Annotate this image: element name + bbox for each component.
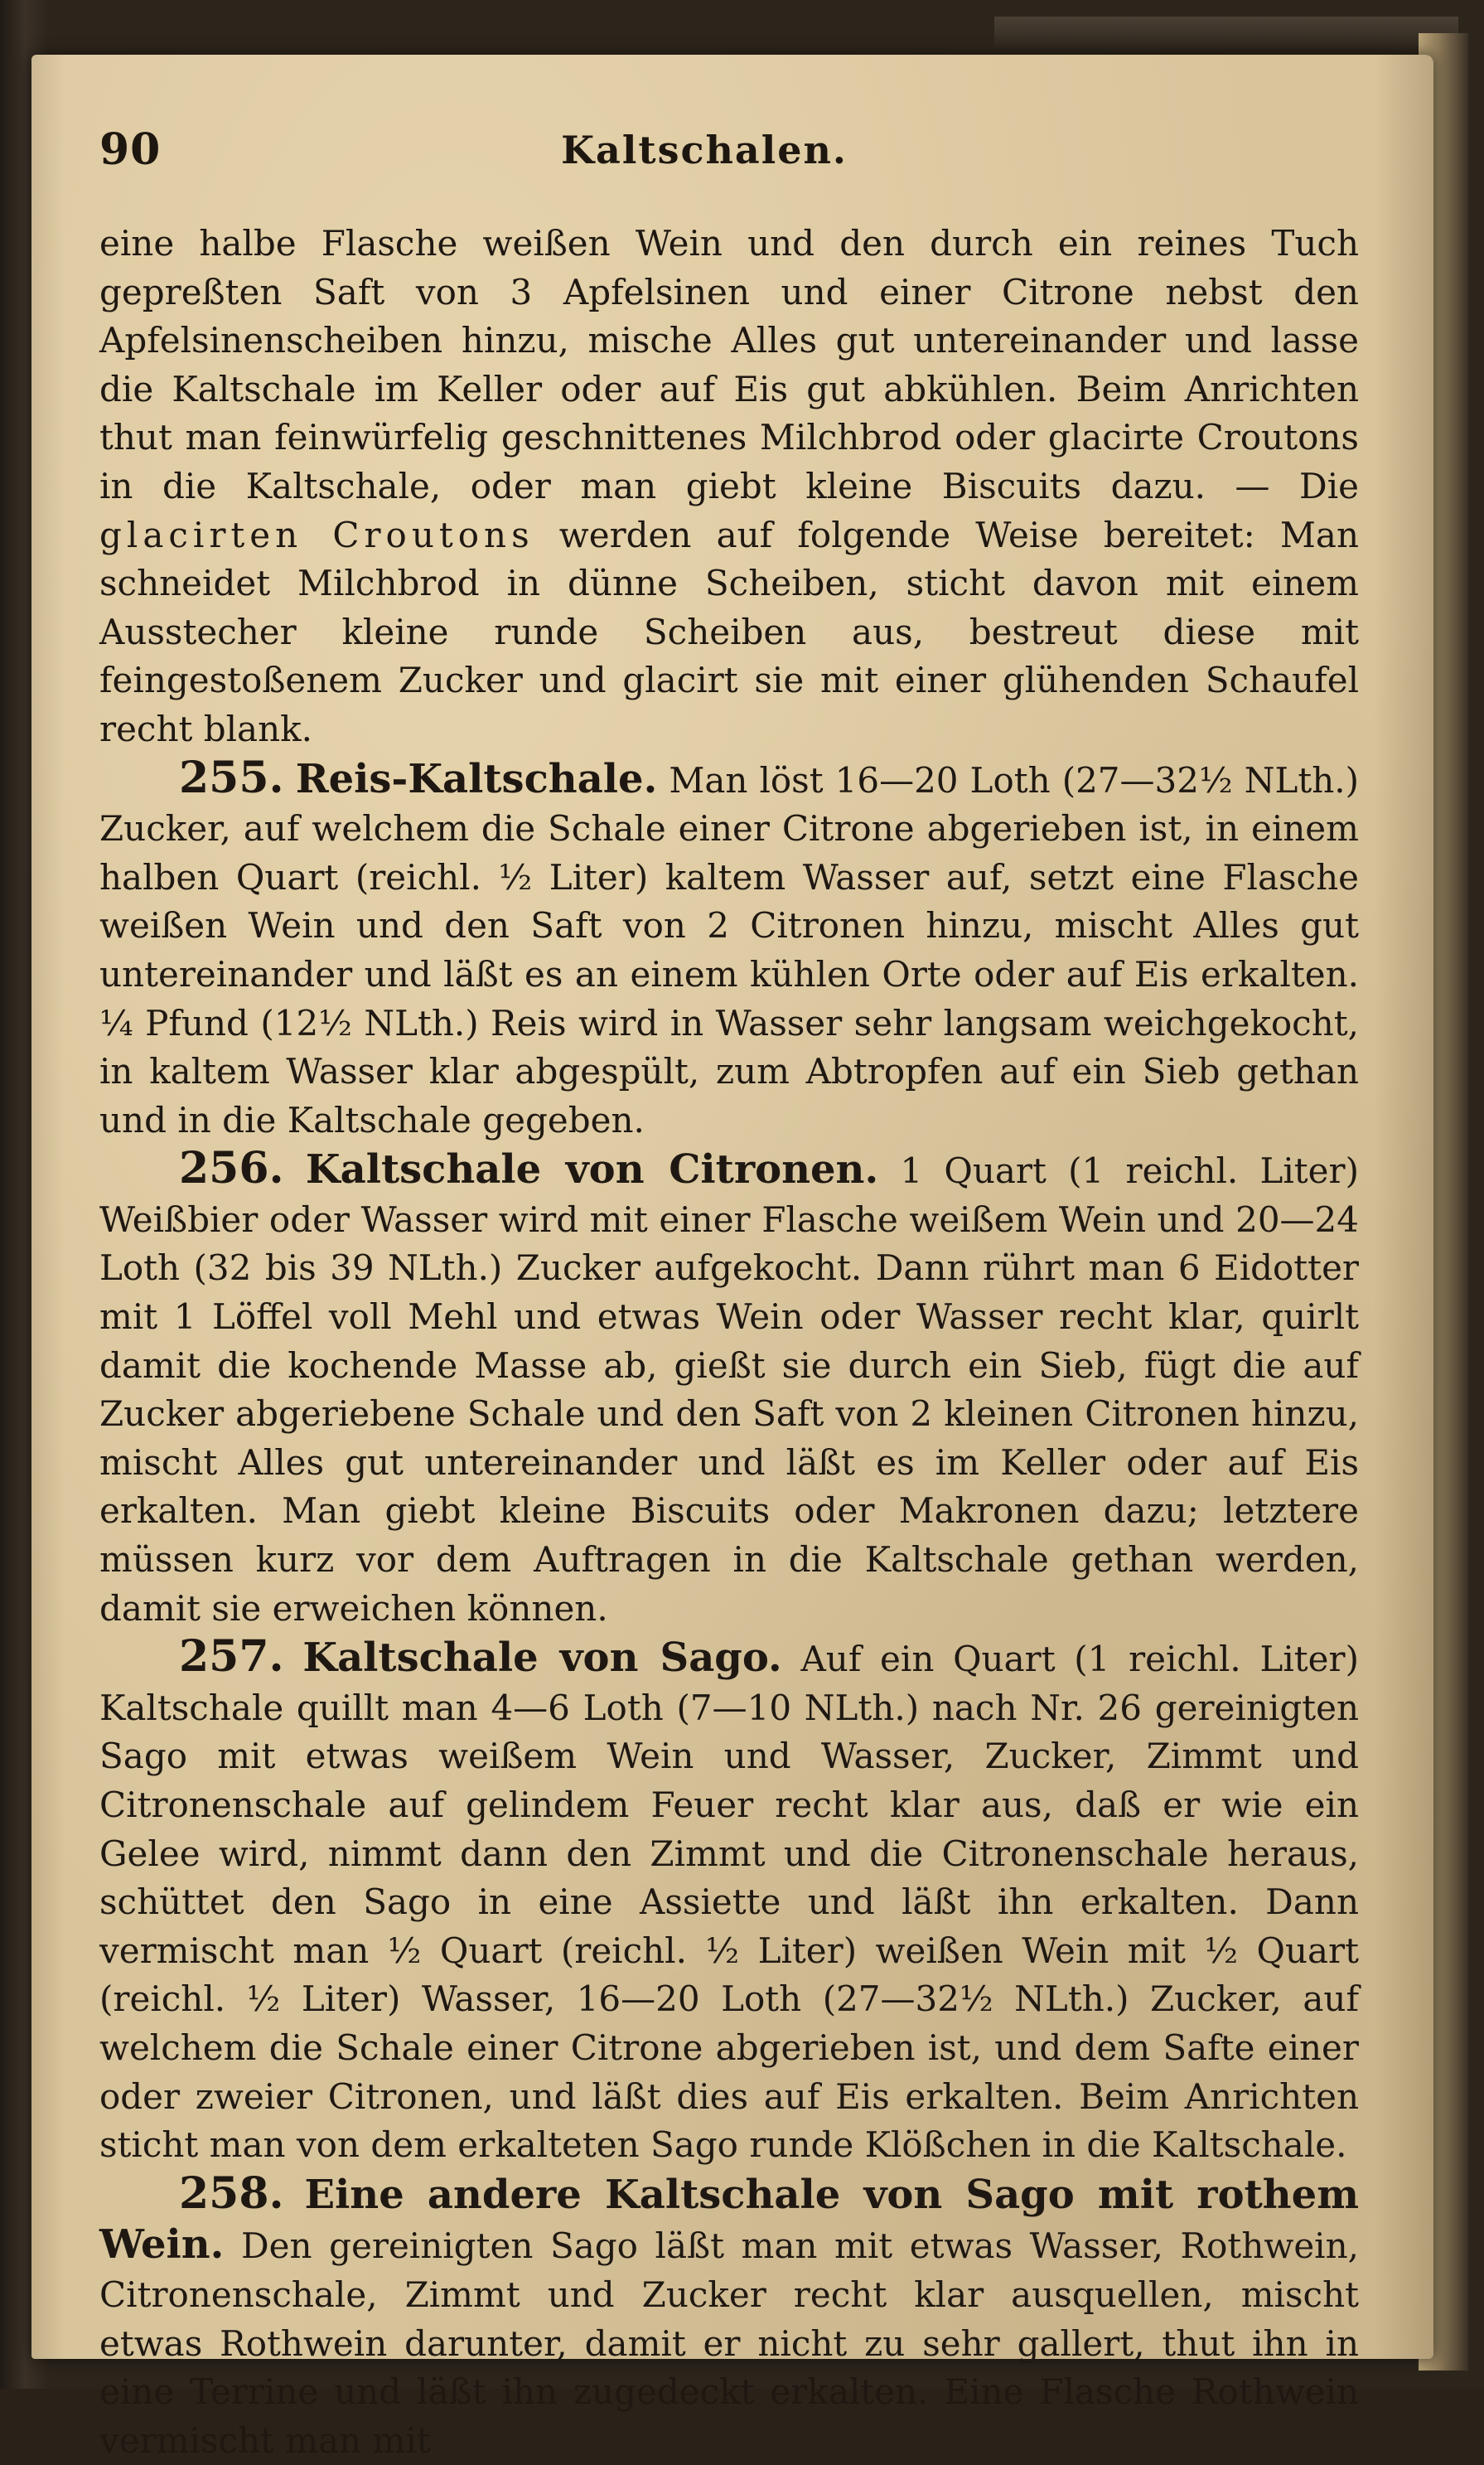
- book-spine-strip: [994, 17, 1458, 50]
- intro-spaced-term: glacirten Croutons: [99, 514, 534, 555]
- recipe-title: Kaltschale von Sago.: [302, 1634, 782, 1682]
- recipe-number: 255.: [179, 752, 284, 803]
- recipe-text: 1 Quart (1 reichl. Liter) Weißbier oder Wasser wird mit einer Flasche weißem Wein und 20—24 Loth (32 bis 39 NLth.) Zucker aufgekocht. Dann rührt man 6 Eidotter mit 1 Löffel voll Mehl und etwas Wein oder Wasser recht klar, quirlt damit die kochende Masse ab, gießt sie durch ein Sieb, fügt die auf Zucker abgeriebene Schale und den Saft von 2 kleinen Citronen hinzu, mischt Alles gut untereinander und läßt es im Keller oder auf Eis erkalten. Man giebt kleine Biscuits oder Makronen dazu; letztere müssen kurz vor dem Auftragen in die Kaltschale gethan werden, damit sie erweichen können.: [99, 1150, 1360, 1629]
- recipe-text: Man löst 16—20 Loth (27—32½ NLth.) Zucker, auf welchem die Schale einer Citrone abgerieben ist, in einem halben Quart (reichl. ½ Liter) kaltem Wasser auf, setzt eine Flasche weißen Wein und den Saft von 2 Citronen hinzu, mischt Alles gut untereinander und läßt es an einem kühlen Orte oder auf Eis erkalten. ¼ Pfund (12½ NLth.) Reis wird in Wasser sehr langsam weichgekocht, in kaltem Wasser klar abgespült, zum Abtropfen auf ein Sieb gethan und in die Kaltschale gegeben.: [99, 759, 1360, 1140]
- page-number: 90: [99, 124, 162, 175]
- recipe-text: Den gereinigten Sago läßt man mit etwas Wasser, Rothwein, Citronenschale, Zimmt und Zucker recht klar ausquellen, mischt etwas Rothwein darunter, damit er nicht zu sehr gallert, thut ihn in eine Terrine und läßt ihn zugedeckt erkalten. Eine Flasche Rothwein vermischt man mit: [99, 2225, 1360, 2461]
- running-head: Kaltschalen.: [561, 128, 848, 172]
- recipe-title: Kaltschale von Citronen.: [305, 1146, 879, 1194]
- recipe-258: [99, 2167, 1360, 2465]
- recipe-257: [99, 1633, 1359, 2170]
- recipe-number: 257.: [179, 1631, 284, 1683]
- recipe-text: Auf ein Quart (1 reichl. Liter) Kaltschale quillt man 4—6 Loth (7—10 NLth.) nach Nr. 26 gereinigten Sago mit etwas weißem Wein und Wasser, Zucker, Zimmt und Citronenschale auf gelindem Feuer recht klar aus, daß er wie ein Gelee wird, nimmt dann den Zimmt und die Citronenschale heraus, schüttet den Sago in eine Assiette und läßt ihn erkalten. Dann vermischt man ½ Quart (reichl. ½ Liter) weißen Wein mit ½ Quart (reichl. ½ Liter) Wasser, 16—20 Loth (27—32½ NLth.) Zucker, auf welchem die Schale einer Citrone abgerieben ist, und dem Safte einer oder zweier Citronen, und läßt dies auf Eis erkalten. Beim Anrichten sticht man von dem erkalteten Sago runde Klößchen in die Kaltschale.: [99, 1639, 1359, 2166]
- recipe-number: 256.: [179, 1143, 284, 1194]
- recipe-256: [99, 1145, 1359, 1633]
- recipe-title: Eine andere Kaltschale von Sago mit rothem Wein.: [99, 2171, 1360, 2269]
- recipe-255: [99, 754, 1359, 1145]
- recipe-number: 258.: [179, 2167, 284, 2219]
- intro-paragraph: [99, 220, 1359, 754]
- page-header: [58, 116, 1351, 182]
- recipe-title: Reis-Kaltschale.: [295, 755, 658, 802]
- page-body: [99, 220, 1359, 2465]
- intro-text-1: eine halbe Flasche weißen Wein und den durch ein reines Tuch gepreßten Saft von 3 Apfelsinen und einer Citrone nebst den Apfelsinenscheiben hinzu, mische Alles gut untereinander und lasse die Kaltschale im Keller oder auf Eis gut abkühlen. Beim Anrichten thut man feinwürfelig geschnittenes Milchbrod oder glacirte Croutons in die Kaltschale, oder man giebt kleine Biscuits dazu. — Die: [99, 223, 1359, 506]
- intro-text-2: werden auf folgende Weise bereitet: Man schneidet Milchbrod in dünne Scheiben, sticht davon mit einem Ausstecher kleine runde Scheiben aus, bestreut diese mit feingestoßenem Zucker und glacirt sie mit einer glühenden Schaufel recht blank.: [99, 514, 1359, 749]
